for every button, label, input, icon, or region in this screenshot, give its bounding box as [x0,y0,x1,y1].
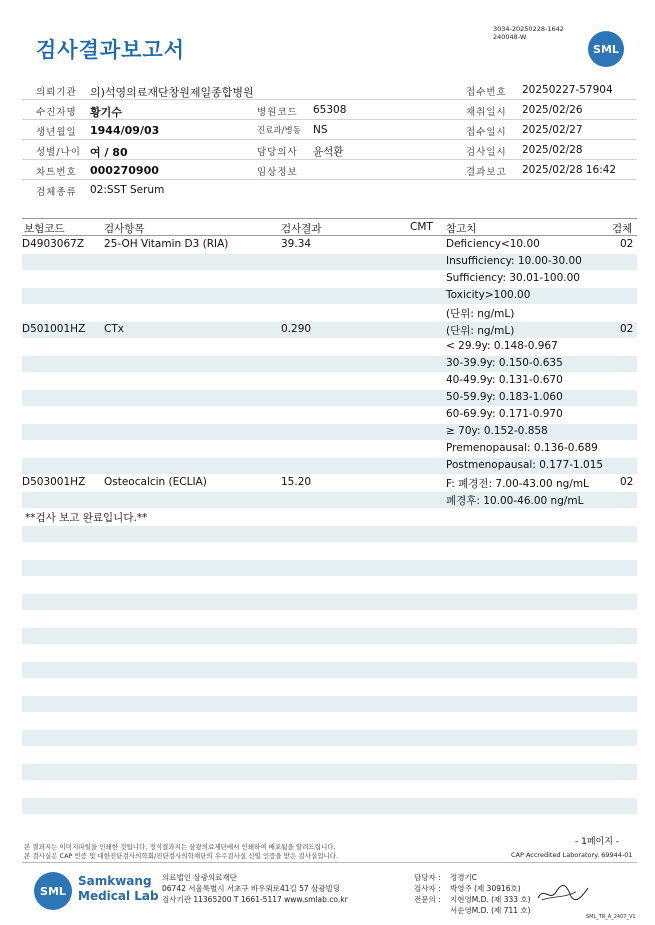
staff-manager-value: 정경기C [450,873,477,882]
result-reference: 폐경후: 10.00-46.00 ng/mL [446,495,584,507]
footer-contact: 검사기관 11365200 T 1661-5117 www.smlab.co.kr [162,895,348,904]
result-value: 0.290 [281,323,312,335]
info-row-patient [22,100,637,120]
brand-line2: Medical Lab [78,889,159,903]
birth-value: 1944/09/03 [90,124,160,137]
report-value: 2025/02/28 16:42 [522,164,617,176]
result-item: 25-OH Vitamin D3 (RIA) [104,238,229,250]
table-stripe [22,730,637,746]
table-stripe [22,764,637,780]
table-stripe [22,594,637,610]
clinical-label: 임상정보 [257,167,298,178]
result-specimen: 02 [620,476,634,488]
result-value: 15.20 [281,476,312,488]
result-reference: Sufficiency: 30.01-100.00 [446,272,580,284]
result-reference: 40-49.9y: 0.131-0.670 [446,374,563,386]
footer-divider [22,862,637,863]
completion-note: **검사 보고 완료입니다.** [25,512,148,524]
table-stripe [22,662,637,678]
result-code: D4903067Z [22,238,85,250]
footer-sml-logo: SML [34,872,72,910]
sex-age-value: 여 / 80 [90,146,128,159]
table-stripe [22,628,637,644]
page-number: - 1페이지 - [575,837,620,847]
footer-brand [78,874,159,904]
receipt-no-value: 20250227-57904 [522,84,613,96]
info-row-specimen [22,180,637,200]
chart-label: 차트번호 [36,167,77,178]
doctor-label: 담당의사 [257,147,298,158]
col-cmt: CMT [410,221,433,233]
col-reference: 참고치 [446,223,477,235]
page-title: 검사결과보고서 [36,38,186,62]
institution-label: 의뢰기관 [36,87,77,98]
result-reference: Insufficiency: 10.00-30.00 [446,255,582,267]
sex-age-label: 성별/나이 [36,147,81,158]
signature-image [536,880,590,906]
test-date-value: 2025/02/28 [522,144,583,156]
specimen-value: 02:SST Serum [90,184,165,196]
document-number-line1: 3034-20250228-1642 [493,25,564,33]
patient-value: 황기수 [90,106,122,119]
footer-org-name: 의료법인 삼광의료재단 [162,873,237,882]
staff-tester-label: 검사자 : [414,884,441,893]
result-code: D503001HZ [22,476,86,488]
receipt-no-label: 접수번호 [466,87,507,98]
chart-value: 000270900 [90,164,159,177]
receipt-date-label: 접수일시 [466,127,507,138]
table-stripe [22,696,637,712]
info-row-institution [22,80,637,100]
result-item: Osteocalcin (ECLIA) [104,476,207,488]
result-specimen: 02 [620,323,634,335]
document-number [493,26,564,41]
hospital-code-value: 65308 [313,104,347,116]
footer-note-cap: 본 검사실은 CAP 인증 및 대한진단검사의학회/진단검사의학재단의 우수검사실 신임 인증을 받은 검사실입니다. [24,852,339,860]
dept-label: 진료과/병동 [257,126,301,136]
col-specimen: 검체 [612,223,633,235]
collect-date-value: 2025/02/26 [522,104,583,116]
doctor-value: 윤석환 [313,146,344,158]
results-table-header [22,218,637,236]
table-stripe [22,288,637,304]
sml-logo: SML [588,31,624,67]
info-row-chart [22,160,637,180]
dept-value: NS [313,124,328,136]
staff-specialist-label: 전문의 : [414,895,441,904]
result-reference: 30-39.9y: 0.150-0.635 [446,357,563,369]
patient-label: 수진자명 [36,107,77,118]
form-code: SML_TR_A_2407_V1 [586,914,636,920]
staff-tester-value: 박영주 (제 30916호) [450,884,521,893]
col-item: 검사항목 [104,223,145,235]
result-value: 39.34 [281,238,312,250]
result-reference: F: 폐경전: 7.00-43.00 ng/mL [446,478,589,490]
birth-label: 생년월일 [36,127,77,138]
table-stripe [22,798,637,814]
table-stripe [22,560,637,576]
result-reference: < 29.9y: 0.148-0.967 [446,340,558,352]
result-reference: Toxicity>100.00 [446,289,531,301]
result-reference: (단위: ng/mL) [446,308,515,320]
staff-manager-label: 담당자 : [414,873,441,882]
result-reference: 50-59.9y: 0.183-1.060 [446,391,563,403]
institution-value: 의)석영의료재단창원제일종합병원 [90,86,254,99]
col-result: 검사결과 [281,223,322,235]
info-row-sex-age [22,140,637,160]
result-specimen: 02 [620,238,634,250]
result-code: D501001HZ [22,323,86,335]
specimen-label: 검체종류 [36,187,77,198]
hospital-code-label: 병원코드 [257,107,298,118]
col-code: 보험코드 [24,223,65,235]
result-reference: 60-69.9y: 0.171-0.970 [446,408,563,420]
cap-accreditation: CAP Accredited Laboratory. 69944-01 [511,851,633,859]
staff-specialist-value: 지현영M.D. (제 333 호) [450,895,531,904]
result-reference: Postmenopausal: 0.177-1.015 [446,459,604,471]
staff-specialist2-value: 서순영M.D. (제 711 호) [450,906,531,915]
result-reference: (단위: ng/mL) [446,325,515,337]
collect-date-label: 채취일시 [466,107,507,118]
result-reference: ≥ 70y: 0.152-0.858 [446,425,548,437]
result-reference: Premenopausal: 0.136-0.689 [446,442,598,454]
report-label: 결과보고 [466,167,507,178]
footer-note-image: 본 결과지는 이미지파일을 인쇄한 것입니다. 정식결과지는 삼광의료재단에서 인쇄하여 배포됨을 알려드립니다. [24,843,336,851]
table-stripe [22,526,637,542]
brand-line1: Samkwang [78,874,152,888]
result-item: CTx [104,323,124,335]
document-number-line2: 240048-W [493,32,527,41]
test-date-label: 검사일시 [466,147,507,158]
footer-address: 06742 서울특별시 서초구 바우뫼로41길 57 삼광빌딩 [162,884,341,893]
info-row-birth [22,120,637,140]
receipt-date-value: 2025/02/27 [522,124,583,136]
result-reference: Deficiency<10.00 [446,238,540,250]
